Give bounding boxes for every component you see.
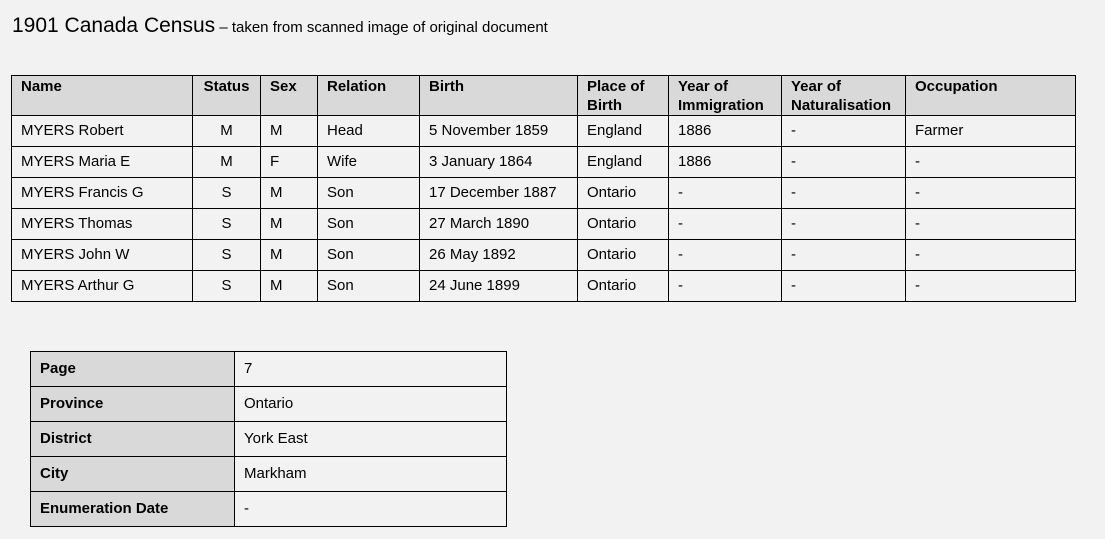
cell-sex: F [261, 147, 318, 178]
cell-sex: M [261, 178, 318, 209]
detail-value: York East [235, 422, 507, 457]
detail-row-city [31, 457, 507, 492]
header-year-of-immigration-line2: Immigration [678, 97, 764, 114]
cell-year-of-immigration: - [669, 240, 782, 271]
cell-year-of-naturalisation: - [782, 116, 906, 147]
detail-value: Ontario [235, 387, 507, 422]
cell-relation: Son [318, 271, 420, 302]
cell-sex: M [261, 116, 318, 147]
document-title [12, 14, 548, 38]
detail-row-enumeration-date [31, 492, 507, 527]
cell-name: MYERS Francis G [12, 178, 193, 209]
cell-name: MYERS Thomas [12, 209, 193, 240]
cell-birth: 17 December 1887 [420, 178, 578, 209]
cell-occupation: - [906, 240, 1076, 271]
detail-label: Page [31, 352, 235, 387]
cell-place-of-birth: Ontario [578, 271, 669, 302]
cell-year-of-immigration: - [669, 271, 782, 302]
cell-place-of-birth: Ontario [578, 178, 669, 209]
header-occupation: Occupation [906, 76, 1076, 116]
cell-relation: Son [318, 240, 420, 271]
cell-status: M [193, 147, 261, 178]
cell-year-of-immigration: 1886 [669, 116, 782, 147]
cell-name: MYERS John W [12, 240, 193, 271]
header-year-of-naturalisation [782, 76, 906, 116]
table-row [12, 240, 1076, 271]
detail-row-province [31, 387, 507, 422]
header-relation: Relation [318, 76, 420, 116]
header-year-of-naturalisation-line2: Naturalisation [791, 97, 892, 114]
cell-occupation: - [906, 271, 1076, 302]
cell-occupation: - [906, 147, 1076, 178]
cell-place-of-birth: England [578, 147, 669, 178]
cell-place-of-birth: Ontario [578, 240, 669, 271]
cell-place-of-birth: England [578, 116, 669, 147]
header-year-of-immigration [669, 76, 782, 116]
header-birth: Birth [420, 76, 578, 116]
cell-birth: 26 May 1892 [420, 240, 578, 271]
census-table [11, 75, 1076, 302]
detail-value: Markham [235, 457, 507, 492]
cell-relation: Son [318, 209, 420, 240]
cell-name: MYERS Maria E [12, 147, 193, 178]
cell-birth: 3 January 1864 [420, 147, 578, 178]
record-details-table [30, 351, 507, 527]
cell-occupation: Farmer [906, 116, 1076, 147]
title-main: 1901 Canada Census [12, 14, 216, 37]
cell-year-of-immigration: - [669, 209, 782, 240]
table-row [12, 271, 1076, 302]
detail-row-page [31, 352, 507, 387]
cell-year-of-immigration: 1886 [669, 147, 782, 178]
cell-birth: 27 March 1890 [420, 209, 578, 240]
header-sex: Sex [261, 76, 318, 116]
cell-sex: M [261, 271, 318, 302]
cell-status: S [193, 178, 261, 209]
cell-status: S [193, 271, 261, 302]
cell-relation: Wife [318, 147, 420, 178]
cell-birth: 24 June 1899 [420, 271, 578, 302]
detail-label: District [31, 422, 235, 457]
header-year-of-immigration-line1: Year of [678, 78, 729, 95]
detail-value: - [235, 492, 507, 527]
cell-relation: Head [318, 116, 420, 147]
cell-year-of-immigration: - [669, 178, 782, 209]
cell-relation: Son [318, 178, 420, 209]
cell-year-of-naturalisation: - [782, 209, 906, 240]
cell-occupation: - [906, 209, 1076, 240]
cell-sex: M [261, 240, 318, 271]
cell-occupation: - [906, 178, 1076, 209]
table-row [12, 147, 1076, 178]
header-year-of-naturalisation-line1: Year of [791, 78, 842, 95]
cell-sex: M [261, 209, 318, 240]
header-place-of-birth-line2: Birth [587, 97, 622, 114]
cell-birth: 5 November 1859 [420, 116, 578, 147]
cell-year-of-naturalisation: - [782, 178, 906, 209]
detail-row-district [31, 422, 507, 457]
cell-year-of-naturalisation: - [782, 147, 906, 178]
title-subtitle: – taken from scanned image of original document [215, 19, 548, 36]
header-status: Status [193, 76, 261, 116]
cell-status: M [193, 116, 261, 147]
header-name: Name [12, 76, 193, 116]
table-row [12, 209, 1076, 240]
cell-name: MYERS Robert [12, 116, 193, 147]
cell-status: S [193, 240, 261, 271]
detail-value: 7 [235, 352, 507, 387]
cell-name: MYERS Arthur G [12, 271, 193, 302]
detail-label: City [31, 457, 235, 492]
cell-year-of-naturalisation: - [782, 271, 906, 302]
detail-label: Province [31, 387, 235, 422]
header-place-of-birth [578, 76, 669, 116]
cell-place-of-birth: Ontario [578, 209, 669, 240]
table-row [12, 178, 1076, 209]
cell-year-of-naturalisation: - [782, 240, 906, 271]
detail-label: Enumeration Date [31, 492, 235, 527]
header-place-of-birth-line1: Place of [587, 78, 645, 95]
table-row [12, 116, 1076, 147]
census-header-row [12, 76, 1076, 116]
cell-status: S [193, 209, 261, 240]
